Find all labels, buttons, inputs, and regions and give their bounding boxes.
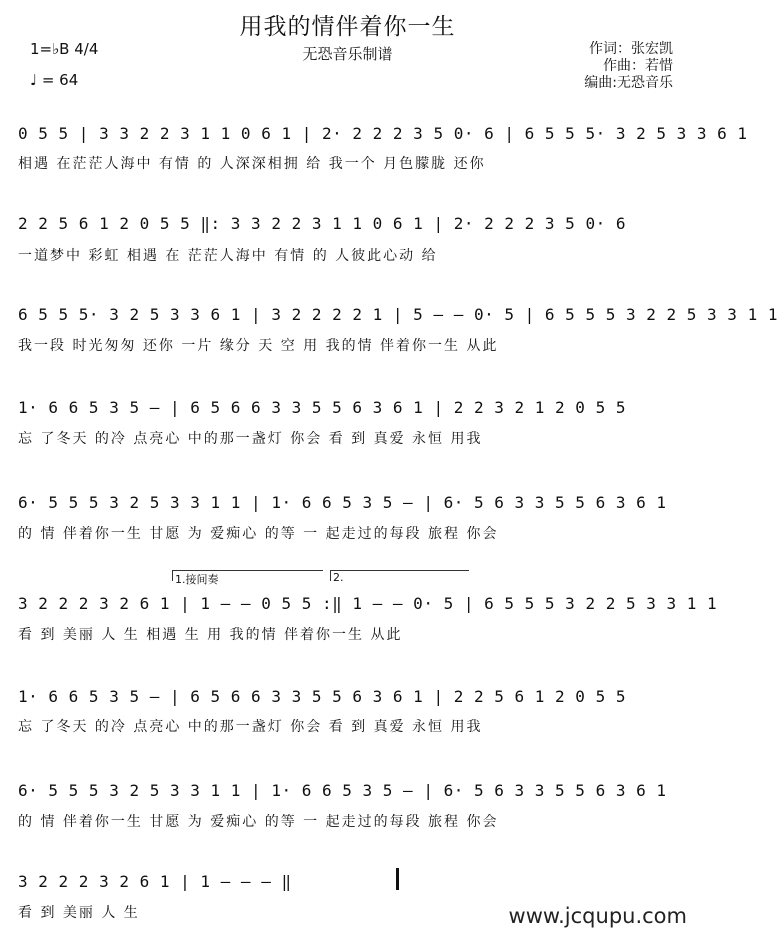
notation-line-7: 1· 6 6 5 3 5 – | 6 5 6 6 3 3 5 5 6 3 6 1 | 2 2 5 6 1 2 0 5 5 [18, 687, 626, 706]
volta-label-1: 1.接间奏 [175, 573, 219, 586]
volta-bracket-2 [330, 570, 469, 581]
notation-line-8: 6· 5 5 5 3 2 5 3 3 1 1 | 1· 6 6 5 3 5 – | 6· 5 6 3 3 5 5 6 3 6 1 [18, 781, 667, 800]
lyrics-line-2: 一道梦中 彩虹 相遇 在 茫茫人海中 有情 的 人彼此心动 给 [18, 248, 438, 264]
lyrics-line-9: 看 到 美丽 人 生 [18, 905, 140, 921]
key-signature: 1=♭B 4/4 [30, 40, 99, 58]
site-watermark: www.jcqupu.com [508, 904, 687, 928]
final-barline [396, 868, 399, 890]
lyrics-line-7: 忘 了冬天 的冷 点亮心 中的那一盏灯 你会 看 到 真爱 永恒 用我 [18, 719, 483, 735]
volta-label-2: 2. [333, 571, 344, 584]
composer-credit: 作曲：若惜 [603, 58, 673, 74]
notation-line-2: 2 2 5 6 1 2 0 5 5 ‖: 3 3 2 2 3 1 1 0 6 1 | 2· 2 2 2 3 5 0· 6 [18, 214, 626, 233]
notation-line-4: 1· 6 6 5 3 5 – | 6 5 6 6 3 3 5 5 6 3 6 1 | 2 2 3 2 1 2 0 5 5 [18, 398, 626, 417]
lyrics-line-1: 相遇 在茫茫人海中 有情 的 人深深相拥 给 我一个 月色朦胧 还你 [18, 156, 486, 172]
lyricist-credit: 作词：张宏凯 [589, 41, 673, 57]
lyrics-line-3: 我一段 时光匆匆 还你 一片 缘分 天 空 用 我的情 伴着你一生 从此 [18, 338, 499, 354]
notation-line-3: 6 5 5 5· 3 2 5 3 3 6 1 | 3 2 2 2 2 1 | 5 – – 0· 5 | 6 5 5 5 3 2 2 5 3 3 1 1 [18, 305, 778, 324]
notation-line-9: 3 2 2 2 3 2 6 1 | 1 – – – ‖ [18, 872, 292, 891]
notation-line-6: 3 2 2 2 3 2 6 1 | 1 – – 0 5 5 :‖ 1 – – 0· 5 | 6 5 5 5 3 2 2 5 3 3 1 1 [18, 594, 718, 613]
page-title: 用我的情伴着你一生 [239, 14, 456, 40]
credits-block [584, 41, 673, 92]
arranger-credit: 编曲:无恐音乐 [584, 75, 673, 91]
lyrics-line-6: 看 到 美丽 人 生 相遇 生 用 我的情 伴着你一生 从此 [18, 627, 403, 643]
notation-line-5: 6· 5 5 5 3 2 5 3 3 1 1 | 1· 6 6 5 3 5 – | 6· 5 6 3 3 5 5 6 3 6 1 [18, 493, 667, 512]
notation-line-1: 0 5 5 | 3 3 2 2 3 1 1 0 6 1 | 2· 2 2 2 3 5 0· 6 | 6 5 5 5· 3 2 5 3 3 6 1 [18, 124, 748, 143]
lyrics-line-4: 忘 了冬天 的冷 点亮心 中的那一盏灯 你会 看 到 真爱 永恒 用我 [18, 431, 483, 447]
page-subtitle: 无恐音乐制谱 [302, 45, 393, 63]
lyrics-line-5: 的 情 伴着你一生 甘愿 为 爱痴心 的等 一 起走过的每段 旅程 你会 [18, 526, 499, 542]
lyrics-line-8: 的 情 伴着你一生 甘愿 为 爱痴心 的等 一 起走过的每段 旅程 你会 [18, 814, 499, 830]
tempo-marking: ♩ = 64 [30, 71, 79, 89]
